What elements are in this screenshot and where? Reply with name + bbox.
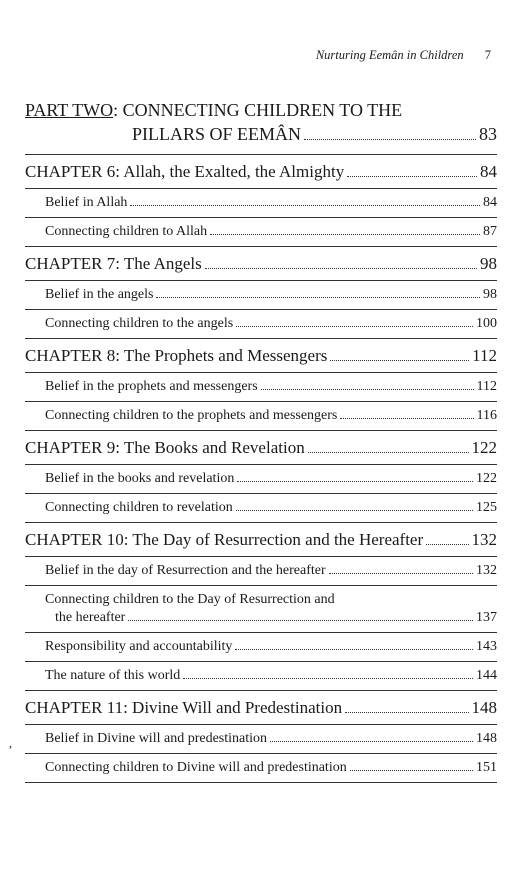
section-line — [45, 562, 497, 580]
dot-leader — [340, 418, 473, 419]
section-title: The nature of this world — [45, 668, 181, 683]
chapter-title: CHAPTER 9: The Books and Revelation — [25, 438, 305, 457]
section-line — [45, 407, 497, 425]
chapter-page: 98 — [480, 254, 497, 273]
section-title: Connecting children to the prophets and messengers — [45, 408, 338, 423]
section-line — [45, 223, 497, 241]
table-of-contents — [25, 98, 497, 783]
section-line — [45, 667, 497, 685]
section-line — [45, 730, 497, 748]
stray-mark: , — [9, 736, 12, 750]
part-heading — [25, 98, 497, 146]
part-title-line1: : CONNECTING CHILDREN TO THE — [113, 100, 403, 120]
section-title: Belief in the prophets and messengers — [45, 379, 258, 394]
dot-leader — [128, 620, 473, 621]
chapter-title: CHAPTER 8: The Prophets and Messengers — [25, 346, 328, 365]
chapter-title: CHAPTER 6: Allah, the Exalted, the Almighty — [25, 162, 345, 181]
dot-leader — [350, 770, 473, 771]
section-entry[interactable] — [25, 494, 497, 523]
section-page: 132 — [476, 563, 497, 578]
dot-leader — [237, 481, 473, 482]
section-page: 87 — [483, 224, 497, 239]
running-header — [316, 48, 491, 63]
part-label: PART TWO — [25, 100, 114, 120]
chapter-title: CHAPTER 7: The Angels — [25, 254, 202, 273]
dot-leader — [156, 297, 480, 298]
section-page: 137 — [476, 610, 497, 625]
chapter-title: CHAPTER 11: Divine Will and Predestination — [25, 698, 343, 717]
section-entry[interactable] — [25, 465, 497, 494]
section-entry[interactable] — [25, 557, 497, 586]
dot-leader — [426, 544, 468, 545]
section-entry[interactable] — [25, 633, 497, 662]
section-entry[interactable] — [25, 402, 497, 431]
dot-leader — [183, 678, 473, 679]
section-entry[interactable] — [25, 281, 497, 310]
section-title: Belief in the books and revelation — [45, 471, 235, 486]
page-number: 7 — [484, 48, 491, 62]
section-entry[interactable] — [25, 586, 497, 633]
section-page: 100 — [476, 316, 497, 331]
chapter-page: 112 — [472, 346, 497, 365]
section-line2 — [45, 609, 497, 627]
section-page: 112 — [476, 379, 497, 394]
section-entry[interactable] — [25, 373, 497, 402]
chapter-row[interactable] — [25, 154, 497, 189]
section-line — [45, 378, 497, 396]
chapter-page: 122 — [471, 438, 497, 457]
section-title-cont: the hereafter — [55, 610, 126, 625]
section-entry[interactable] — [25, 218, 497, 247]
dot-leader — [236, 510, 473, 511]
section-entry[interactable] — [25, 662, 497, 691]
section-page: 116 — [476, 408, 497, 423]
part-heading-line1 — [25, 98, 497, 122]
section-page: 84 — [483, 195, 497, 210]
part-title-line2: PILLARS OF EEMÂN — [132, 124, 302, 144]
dot-leader — [130, 205, 480, 206]
section-title: Responsibility and accountability — [45, 639, 233, 654]
section-title: Connecting children to Divine will and predestination — [45, 760, 347, 775]
section-line — [45, 470, 497, 488]
chapter-page: 84 — [480, 162, 497, 181]
dot-leader — [236, 326, 473, 327]
part-heading-line2 — [25, 122, 497, 146]
section-title: Belief in the angels — [45, 287, 154, 302]
chapter-title: CHAPTER 10: The Day of Resurrection and the Hereafter — [25, 530, 424, 549]
section-line — [45, 286, 497, 304]
dot-leader — [304, 139, 476, 140]
section-page: 148 — [476, 731, 497, 746]
section-page: 125 — [476, 500, 497, 515]
chapter-page: 132 — [471, 530, 497, 549]
section-entry[interactable] — [25, 754, 497, 783]
section-title: Connecting children to Allah — [45, 224, 208, 239]
section-line — [45, 194, 497, 212]
chapter-row[interactable] — [25, 691, 497, 725]
dot-leader — [347, 176, 477, 177]
section-title: Belief in Divine will and predestination — [45, 731, 268, 746]
section-title: Connecting children to the angels — [45, 316, 234, 331]
section-entry[interactable] — [25, 189, 497, 218]
section-page: 122 — [476, 471, 497, 486]
dot-leader — [210, 234, 480, 235]
dot-leader — [330, 360, 469, 361]
section-page: 144 — [476, 668, 497, 683]
dot-leader — [329, 573, 473, 574]
section-entry[interactable] — [25, 725, 497, 754]
chapter-row[interactable] — [25, 339, 497, 373]
running-title: Nurturing Eemân in Children — [315, 48, 464, 62]
chapter-row[interactable] — [25, 247, 497, 281]
section-line — [45, 499, 497, 517]
section-page: 151 — [476, 760, 497, 775]
chapter-row[interactable] — [25, 523, 497, 557]
section-entry[interactable] — [25, 310, 497, 339]
section-line — [45, 638, 497, 656]
dot-leader — [261, 389, 474, 390]
part-page: 83 — [479, 124, 497, 144]
section-title: Connecting children to revelation — [45, 500, 233, 515]
section-page: 143 — [476, 639, 497, 654]
section-title: Belief in Allah — [45, 195, 128, 210]
section-title: Connecting children to the Day of Resurrection and — [45, 592, 335, 607]
chapter-row[interactable] — [25, 431, 497, 465]
chapter-page: 148 — [471, 698, 497, 717]
section-title: Belief in the day of Resurrection and the hereafter — [45, 563, 326, 578]
section-line — [45, 315, 497, 333]
dot-leader — [205, 268, 477, 269]
dot-leader — [270, 741, 473, 742]
dot-leader — [235, 649, 473, 650]
dot-leader — [308, 452, 469, 453]
dot-leader — [345, 712, 468, 713]
chapter-list — [25, 154, 497, 783]
section-page: 98 — [483, 287, 497, 302]
section-line — [45, 759, 497, 777]
